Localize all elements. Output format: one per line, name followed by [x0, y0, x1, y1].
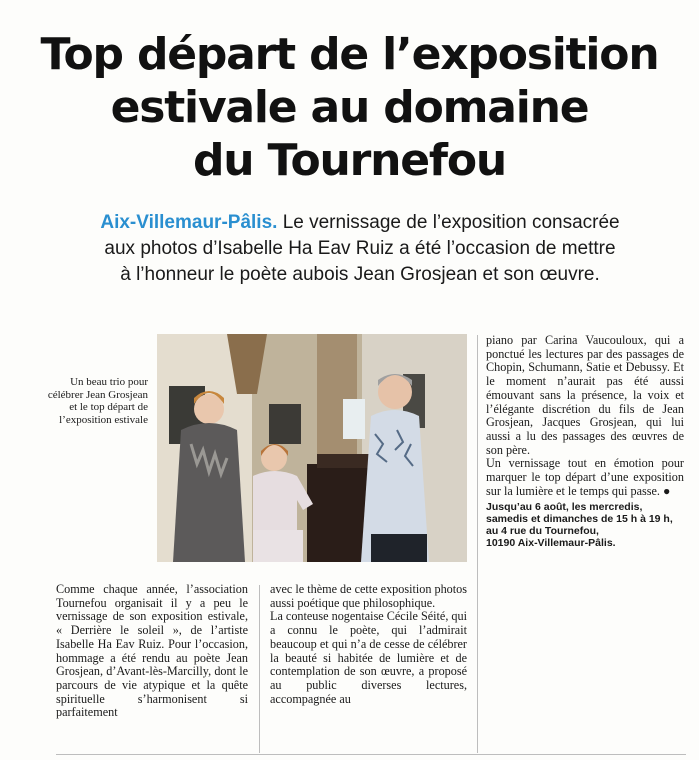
practical-info: [486, 501, 684, 549]
standfirst-line-2: aux photos d’Isabelle Ha Eav Ruiz a été l’occasion de mettre: [104, 238, 616, 259]
article-photo: [157, 334, 467, 562]
body-paragraph: Comme chaque année, l’association Tournefou organisait il y a peu le vernissage de son exposition estivale, « Derrière le soleil », de l’artiste Isabelle Ha Eav Ruiz. Pour l’occasion, hommage a été rendu au poète Jean Grosjean, d’Avant-lès-Marcilly, dont le parcours de vie atypique et la quête spirituelle s’harmonisent si parfaitement: [56, 582, 248, 720]
body-column-2: [270, 583, 467, 706]
closing-sentence: Un vernissage tout en émotion pour marquer le top départ d’une exposition sur la lumière et le temps qui passe.: [486, 456, 684, 498]
location-label: Aix-Villemaur-Pâlis.: [100, 212, 278, 233]
body-paragraph: piano par Carina Vaucouloux, qui a ponctué les lectures par des passages de Chopin, Schumann, Satie et Debussy. Et le moment n’aurait pas été aussi émouvant sans la présence, la voix et l’élégante discrétion du fils de Jean Grosjean, Jacques Grosjean, qui lui aussi a lu des passages des œuvres de son père.: [486, 333, 684, 457]
photo-caption: Un beau trio pour célébrer Jean Grosjean et le top départ de l’exposition estivale: [47, 376, 148, 426]
body-paragraph: La conteuse nogentaise Cécile Séité, qui a connu le poète, qui l’admirait beaucoup et qui n’a de cesse de célébrer la beauté si habitée de lumière et de contemplation de son œuvre, a proposé au public diverses lectures, accompagnée au: [270, 609, 467, 706]
headline: [20, 28, 679, 187]
headline-line-1: Top départ de l’exposition: [40, 29, 659, 80]
column-divider: [477, 335, 478, 753]
standfirst-line-1: Le vernissage de l’exposition consacrée: [277, 212, 620, 233]
standfirst: [60, 210, 660, 288]
body-column-1: [56, 583, 248, 720]
info-line-1: Jusqu’au 6 août, les mercredis,: [486, 501, 643, 514]
body-paragraph: [486, 457, 684, 498]
info-line-4: 10190 Aix-Villemaur-Pâlis.: [486, 537, 616, 550]
info-line-2: samedis et dimanches de 15 h à 19 h,: [486, 513, 673, 526]
bottom-rule: [56, 754, 686, 755]
column-divider: [259, 585, 260, 753]
headline-line-3: du Tournefou: [192, 135, 507, 186]
body-paragraph: avec le thème de cette exposition photos aussi poétique que philosophique.: [270, 582, 467, 610]
end-mark: ●: [659, 483, 671, 498]
body-column-3: [486, 334, 684, 549]
standfirst-line-3: à l’honneur le poète aubois Jean Grosjean et son œuvre.: [120, 264, 600, 285]
info-line-3: au 4 rue du Tournefou,: [486, 525, 599, 538]
headline-line-2: estivale au domaine: [110, 82, 589, 133]
